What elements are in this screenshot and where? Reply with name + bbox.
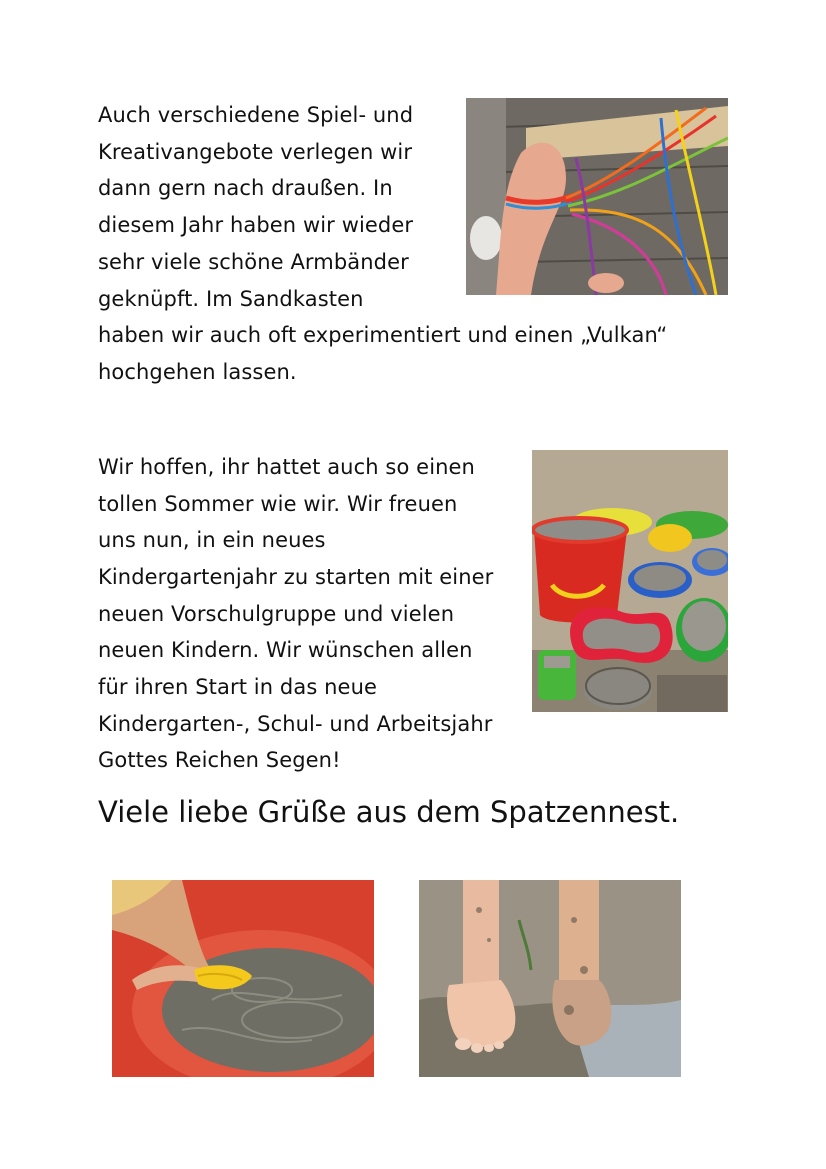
text-line: tollen Sommer wie wir. Wir freuen	[98, 492, 458, 516]
closing-greeting: Viele liebe Grüße aus dem Spatzennest.	[98, 795, 680, 829]
text-line: neuen Vorschulgruppe und vielen	[98, 602, 455, 626]
text-line: hochgehen lassen.	[98, 360, 297, 384]
text-line: haben wir auch oft experimentiert und einen „Vulkan“	[98, 323, 668, 347]
text-line: Kreativangebote verlegen wir	[98, 140, 413, 164]
text-line: neuen Kindern. Wir wünschen allen	[98, 638, 473, 662]
text-line: Gottes Reichen Segen!	[98, 748, 341, 772]
text-line: uns nun, in ein neues	[98, 528, 326, 552]
text-line: Auch verschiedene Spiel- und	[98, 103, 414, 127]
text-line: diesem Jahr haben wir wieder	[98, 213, 414, 237]
text-line: Wir hoffen, ihr hattet auch so einen	[98, 455, 475, 479]
bracelet-knotting-photo	[466, 98, 728, 295]
text-line: für ihren Start in das neue	[98, 675, 378, 699]
water-tub-photo	[112, 880, 374, 1077]
text-line: dann gern nach draußen. In	[98, 176, 393, 200]
sand-buckets-photo	[532, 450, 728, 712]
text-line: Kindergartenjahr zu starten mit einer	[98, 565, 494, 589]
text-line: Kindergarten-, Schul- und Arbeitsjahr	[98, 712, 493, 736]
muddy-feet-photo	[419, 880, 681, 1077]
text-line: geknüpft. Im Sandkasten	[98, 287, 364, 311]
text-line: sehr viele schöne Armbänder	[98, 250, 409, 274]
